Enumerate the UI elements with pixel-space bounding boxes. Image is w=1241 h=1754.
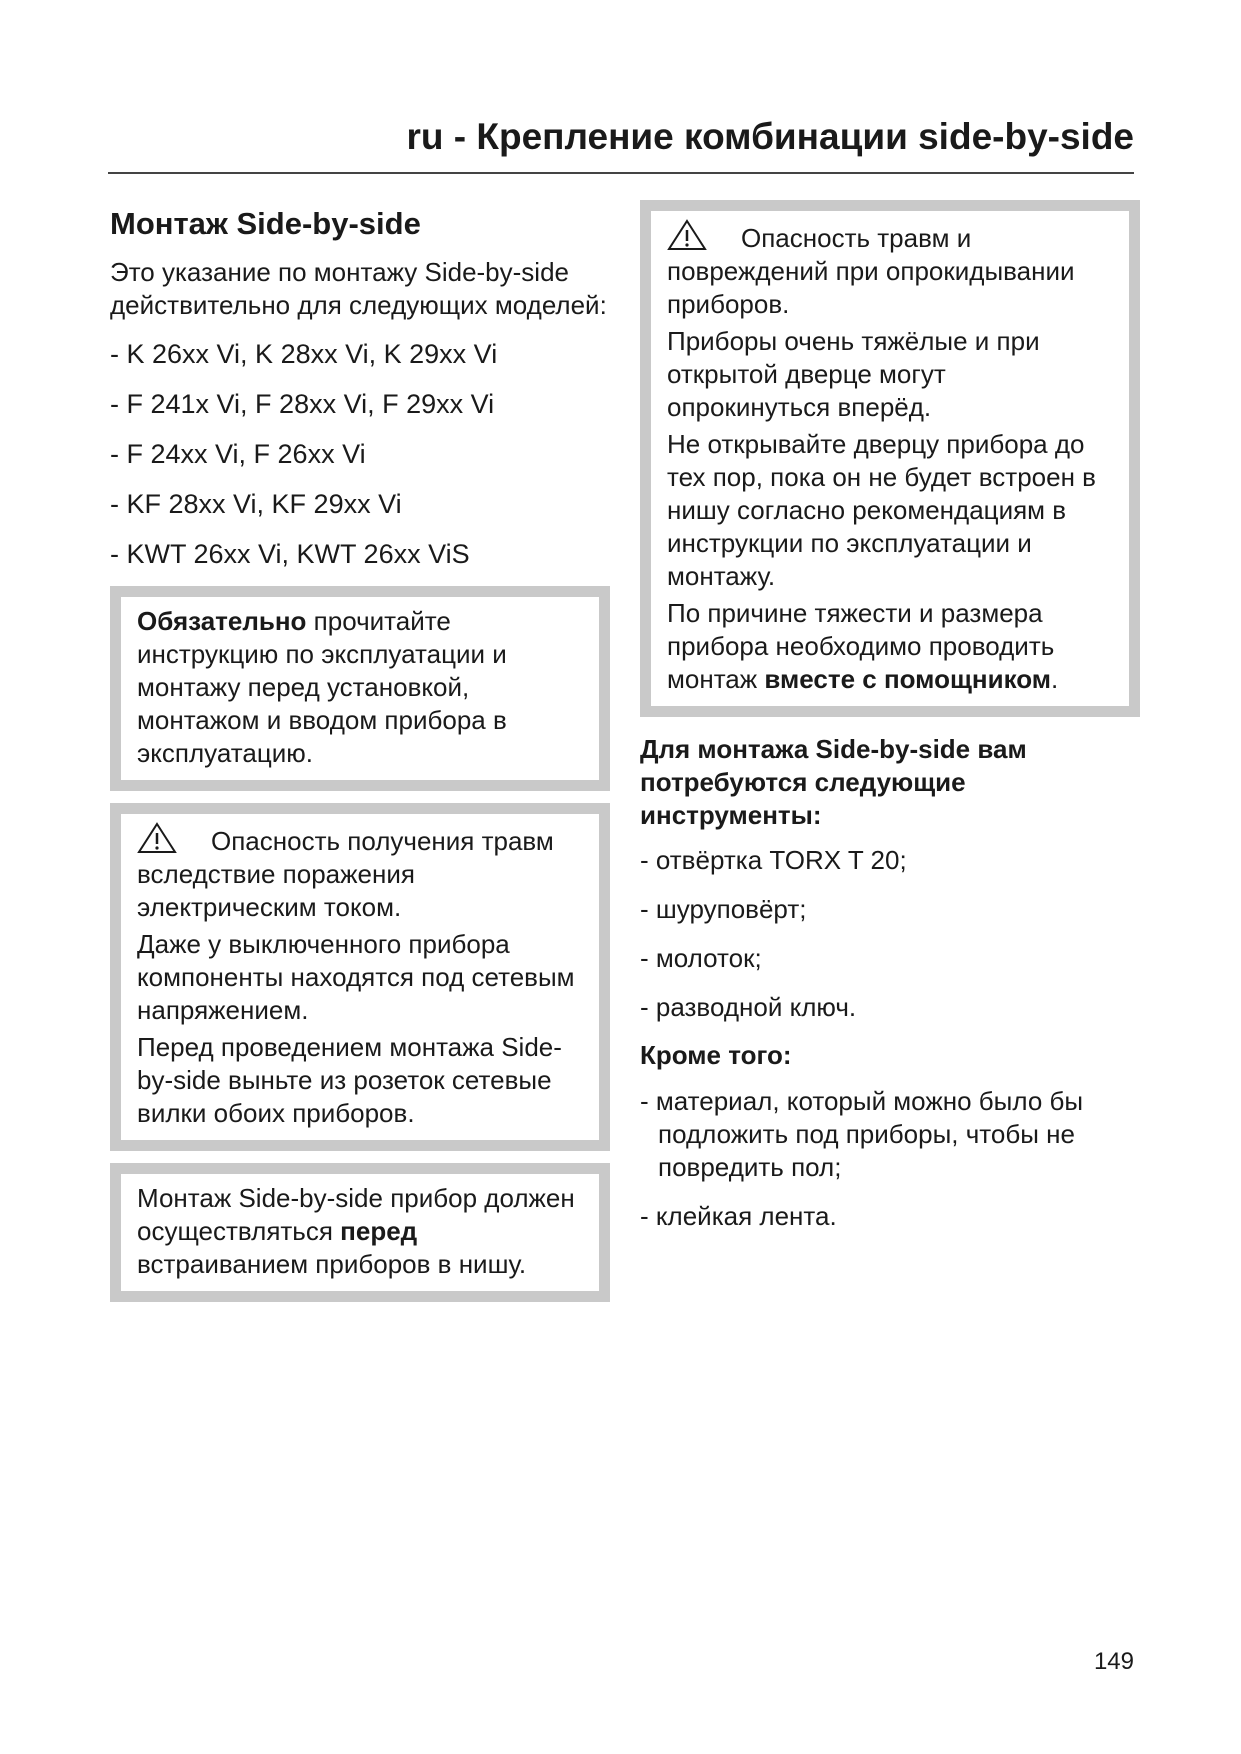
header-divider <box>108 172 1134 174</box>
list-item: - F 24xx Vi, F 26xx Vi <box>110 439 366 469</box>
warning-text-part: По причине тяжести и размера прибора необходимо проводить монтаж <box>667 598 1055 694</box>
warning-text-part: . <box>1051 664 1059 694</box>
warning-bold: вместе с помощником <box>764 664 1052 694</box>
warning-heading <box>137 822 585 924</box>
tools-heading: Для монтажа Side-by-side вам потребуются следующие инструменты: <box>640 734 1027 830</box>
page-title: ru - Крепление комбинации side-by-side <box>406 116 1134 157</box>
list-item: - KWT 26xx Vi, KWT 26xx ViS <box>110 539 470 569</box>
warning-triangle-icon <box>667 219 707 251</box>
list-item: - разводной ключ. <box>640 992 857 1022</box>
note-rest: прочитайте инструкцию по эксплуатации и монтажу перед установкой, монтажом и вводом прибора в эксплуатацию. <box>137 606 507 768</box>
right-column <box>640 200 1140 1249</box>
read-instructions-note <box>110 586 610 791</box>
warning-triangle-icon <box>137 822 177 854</box>
left-column <box>110 206 610 1302</box>
tipping-warning <box>640 200 1140 717</box>
note-text <box>137 1182 585 1281</box>
note-text-part: встраиванием приборов в нишу. <box>137 1249 527 1279</box>
electric-shock-warning <box>110 803 610 1151</box>
model-list <box>110 336 610 572</box>
warning-text <box>667 597 1115 696</box>
list-item: - отвёртка TORX T 20; <box>640 845 907 875</box>
list-item: - KF 28xx Vi, KF 29xx Vi <box>110 489 402 519</box>
section-title: Монтаж Side-by-side <box>110 206 421 241</box>
note-bold: Обязательно <box>137 606 307 636</box>
warning-text: Перед проведением монтажа Side-by-side выньте из розеток сетевые вилки обоих приборов. <box>137 1032 562 1128</box>
extras-list <box>640 1085 1140 1233</box>
mounting-order-note <box>110 1163 610 1302</box>
warning-text: Даже у выключенного прибора компоненты находятся под сетевым напряжением. <box>137 929 575 1025</box>
intro-text: Это указание по монтажу Side-by-side действительно для следующих моделей: <box>110 257 607 320</box>
note-text-part: Монтаж Side-by-side прибор должен осуществляться <box>137 1183 575 1246</box>
list-item: - материал, который можно было бы подложить под приборы, чтобы не повредить пол; <box>640 1086 1084 1182</box>
note-bold: перед <box>340 1216 418 1246</box>
warning-heading-text: Опасность получения травм вследствие поражения электрическим током. <box>137 826 554 922</box>
note-text <box>137 605 585 770</box>
list-item: - K 26xx Vi, K 28xx Vi, K 29xx Vi <box>110 339 498 369</box>
besides-heading: Кроме того: <box>640 1040 792 1070</box>
list-item: - шуруповёрт; <box>640 894 807 924</box>
warning-text: Приборы очень тяжёлые и при открытой дверце могут опрокинуться вперёд. <box>667 326 1040 422</box>
list-item: - клейкая лента. <box>640 1201 837 1231</box>
warning-heading-text: Опасность травм и повреждений при опрокидывании приборов. <box>667 223 1075 319</box>
warning-heading <box>667 219 1115 321</box>
page-number: 149 <box>1093 1648 1134 1675</box>
list-item: - молоток; <box>640 943 762 973</box>
tools-list <box>640 844 1140 1024</box>
warning-text: Не открывайте дверцу прибора до тех пор, пока он не будет встроен в нишу согласно рекомендациям в инструкции по эксплуатации и монтажу. <box>667 429 1096 591</box>
list-item: - F 241x Vi, F 28xx Vi, F 29xx Vi <box>110 389 495 419</box>
